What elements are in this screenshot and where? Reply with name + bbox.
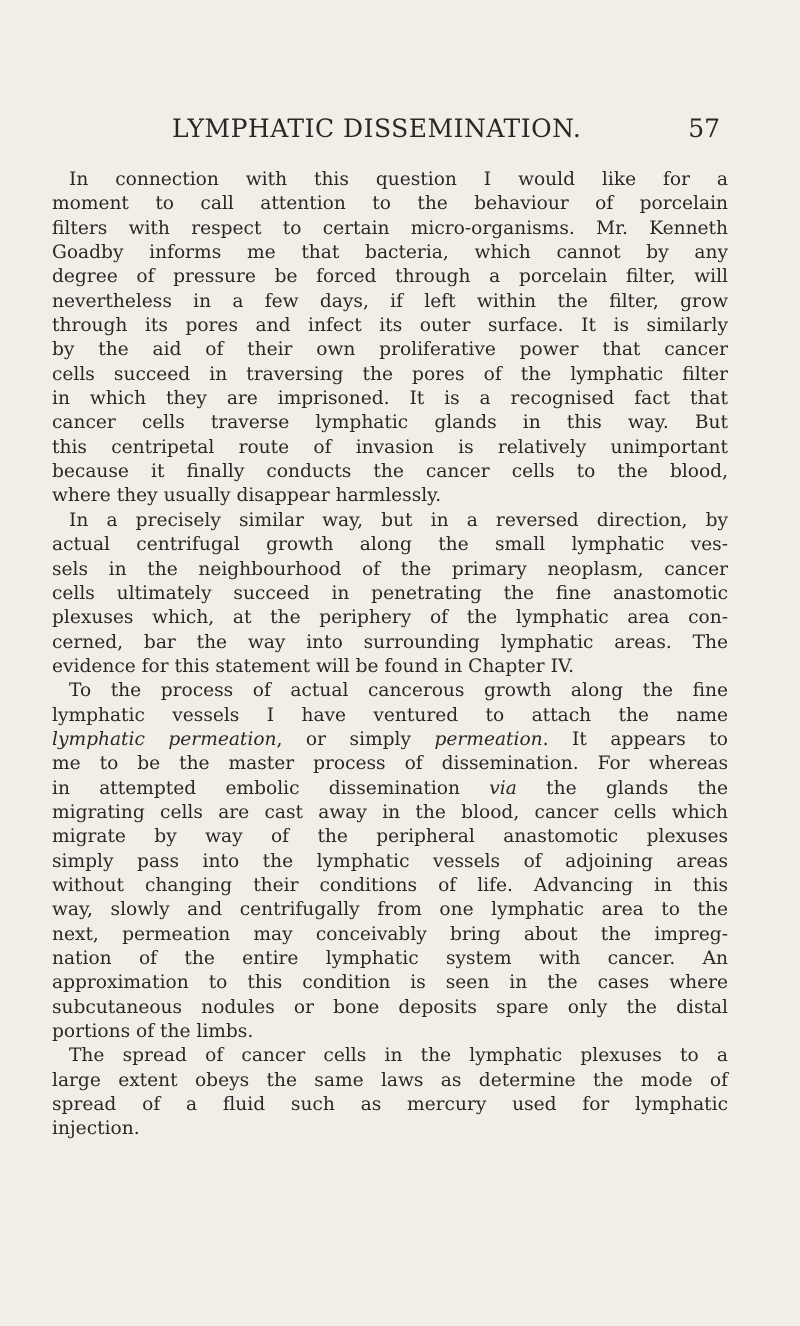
text-line: In connection with this question I would like for a xyxy=(69,169,728,190)
text-line: simply pass into the lymphatic vessels of adjoining areas xyxy=(52,850,728,872)
text-line: lymphatic vessels I have ventured to attach the name xyxy=(52,704,728,726)
text-line: degree of pressure be forced through a porcelain filter, will xyxy=(52,266,728,288)
paragraph-porcelain-filters xyxy=(52,168,728,509)
text-line: sels in the neighbourhood of the primary neoplasm, cancer xyxy=(52,558,728,580)
paragraph-centrifugal-growth xyxy=(52,509,728,679)
text-line xyxy=(52,728,728,752)
text-fragment: in attempted embolic dissemination xyxy=(52,777,490,799)
text-line: nation of the entire lymphatic system with cancer. An xyxy=(52,948,728,969)
text-line: portions of the limbs. xyxy=(52,1021,254,1043)
text-line xyxy=(52,777,728,801)
term-lymphatic-permeation: lymphatic permeation xyxy=(52,728,277,750)
text-line: evidence for this statement will be found in Chapter IV. xyxy=(52,655,575,677)
body-text xyxy=(52,168,728,1142)
text-line: where they usually disappear harmlessly. xyxy=(52,485,442,507)
text-line: cerned, bar the way into surrounding lymphatic areas. The xyxy=(52,631,728,653)
text-line: The spread of cancer cells in the lymphatic plexuses to a xyxy=(69,1045,728,1067)
text-line: in which they are imprisoned. It is a recognised fact that xyxy=(52,388,728,410)
text-fragment: , or simply xyxy=(276,728,435,750)
text-fragment: the glands the xyxy=(516,777,728,799)
text-line: next, permeation may conceivably bring about the impreg- xyxy=(52,923,728,945)
text-line: migrating cells are cast away in the blood, cancer cells which xyxy=(52,801,728,823)
text-line: without changing their conditions of life. Advancing in this xyxy=(52,874,728,896)
running-title: LYMPHATIC DISSEMINATION. xyxy=(172,114,582,143)
text-line: way, slowly and centrifugally from one lymphatic area to the xyxy=(52,899,728,921)
running-head xyxy=(120,114,720,150)
text-line: cancer cells traverse lymphatic glands in this way. But xyxy=(52,412,728,434)
text-line: filters with respect to certain micro-organisms. Mr. Kenneth xyxy=(52,217,728,239)
text-line: subcutaneous nodules or bone deposits spare only the distal xyxy=(52,996,728,1018)
term-via: via xyxy=(489,777,517,799)
text-line: spread of a fluid such as mercury used for lymphatic xyxy=(52,1094,728,1116)
text-line: me to be the master process of dissemination. For whereas xyxy=(52,753,728,775)
text-line: In a precisely similar way, but in a reversed direction, by xyxy=(69,509,728,531)
text-line: approximation to this condition is seen in the cases where xyxy=(52,972,728,994)
text-line: To the process of actual cancerous growth along the fine xyxy=(69,680,728,702)
paragraph-mercury-injection xyxy=(52,1044,728,1141)
text-fragment: . It appears to xyxy=(542,728,728,750)
text-line: migrate by way of the peripheral anastomotic plexuses xyxy=(52,826,728,848)
text-line: by the aid of their own proliferative power that cancer xyxy=(52,339,728,361)
text-line: cells ultimately succeed in penetrating the fine anastomotic xyxy=(52,582,728,604)
page-number: 57 xyxy=(688,114,720,143)
text-line: Goadby informs me that bacteria, which cannot by any xyxy=(52,242,728,264)
text-line: cells succeed in traversing the pores of the lymphatic filter xyxy=(52,363,728,385)
text-line: because it finally conducts the cancer cells to the blood, xyxy=(52,461,728,483)
paragraph-lymphatic-permeation xyxy=(52,679,728,1044)
text-line: moment to call attention to the behaviour of porcelain xyxy=(52,193,728,215)
text-line: nevertheless in a few days, if left within the filter, grow xyxy=(52,290,728,312)
text-line: injection. xyxy=(52,1118,140,1140)
text-line: large extent obeys the same laws as determine the mode of xyxy=(52,1069,728,1091)
text-line: plexuses which, at the periphery of the lymphatic area con- xyxy=(52,607,728,629)
text-line: through its pores and infect its outer surface. It is similarly xyxy=(52,315,728,337)
text-line: this centripetal route of invasion is relatively unimportant xyxy=(52,436,728,458)
term-permeation: permeation xyxy=(434,728,543,750)
text-line: actual centrifugal growth along the small lymphatic ves- xyxy=(52,534,728,556)
